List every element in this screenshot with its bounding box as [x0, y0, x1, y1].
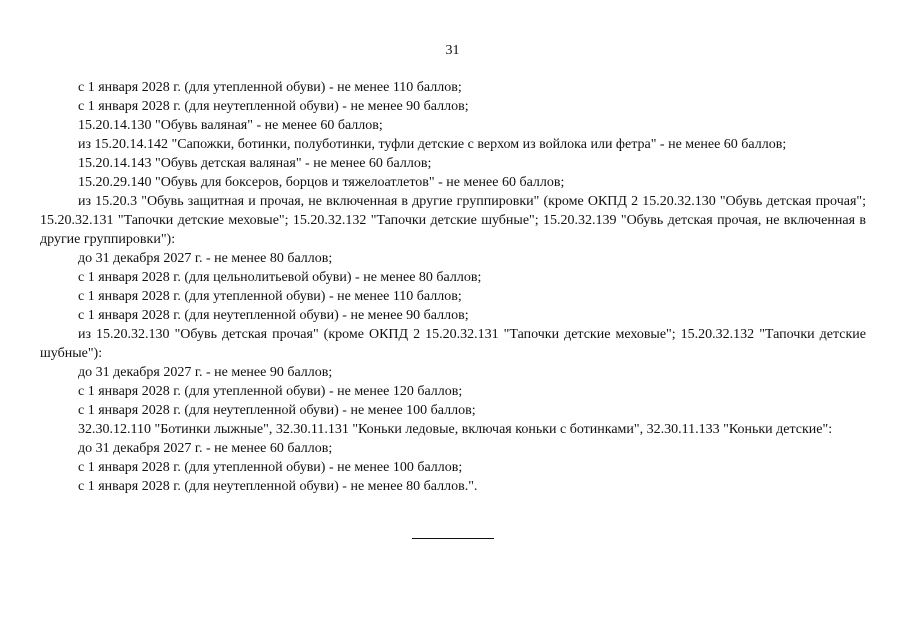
paragraph: из 15.20.3 "Обувь защитная и прочая, не включенная в другие группировки" (кроме ОКПД 2 15.20.32.130 "Обувь детская прочая"; 15.20.32.131 "Тапочки детские меховые"; 15.20.32.132 "Тапочки детские шубные"; 15.20.32.139 "Обувь детская прочая, не включенная в другие группировки"): — [40, 194, 866, 247]
paragraph: с 1 января 2028 г. (для утепленной обуви) - не менее 120 баллов; — [78, 384, 463, 399]
paragraph: до 31 декабря 2027 г. - не менее 90 баллов; — [78, 365, 333, 380]
paragraph: 15.20.14.143 "Обувь детская валяная" - не менее 60 баллов; — [78, 156, 432, 171]
paragraph: 15.20.29.140 "Обувь для боксеров, борцов и тяжелоатлетов" - не менее 60 баллов; — [78, 175, 565, 190]
paragraph: с 1 января 2028 г. (для цельнолитьевой обуви) - не менее 80 баллов; — [78, 270, 482, 285]
page-number: 31 — [445, 43, 460, 58]
paragraph: 32.30.12.110 "Ботинки лыжные", 32.30.11.131 "Коньки ледовые, включая коньки с ботинками", 32.30.11.133 "Коньки детские": — [78, 422, 833, 437]
document-body — [40, 78, 866, 496]
paragraph: с 1 января 2028 г. (для неутепленной обуви) - не менее 80 баллов.". — [78, 479, 478, 494]
paragraph: из 15.20.32.130 "Обувь детская прочая" (кроме ОКПД 2 15.20.32.131 "Тапочки детские меховые"; 15.20.32.132 "Тапочки детские шубные"): — [40, 327, 866, 361]
paragraph: из 15.20.14.142 "Сапожки, ботинки, полуботинки, туфли детские с верхом из войлока или фетра" - не менее 60 баллов; — [78, 137, 787, 152]
paragraph: до 31 декабря 2027 г. - не менее 80 баллов; — [78, 251, 333, 266]
paragraph: с 1 января 2028 г. (для неутепленной обуви) - не менее 90 баллов; — [78, 99, 469, 114]
end-divider-line — [412, 538, 494, 539]
paragraph: с 1 января 2028 г. (для утепленной обуви) - не менее 110 баллов; — [78, 80, 462, 95]
paragraph: с 1 января 2028 г. (для неутепленной обуви) - не менее 100 баллов; — [78, 403, 476, 418]
paragraph: с 1 января 2028 г. (для утепленной обуви) - не менее 110 баллов; — [78, 289, 462, 304]
paragraph: до 31 декабря 2027 г. - не менее 60 баллов; — [78, 441, 333, 456]
paragraph: с 1 января 2028 г. (для утепленной обуви) - не менее 100 баллов; — [78, 460, 463, 475]
paragraph: 15.20.14.130 "Обувь валяная" - не менее 60 баллов; — [78, 118, 383, 133]
paragraph: с 1 января 2028 г. (для неутепленной обуви) - не менее 90 баллов; — [78, 308, 469, 323]
